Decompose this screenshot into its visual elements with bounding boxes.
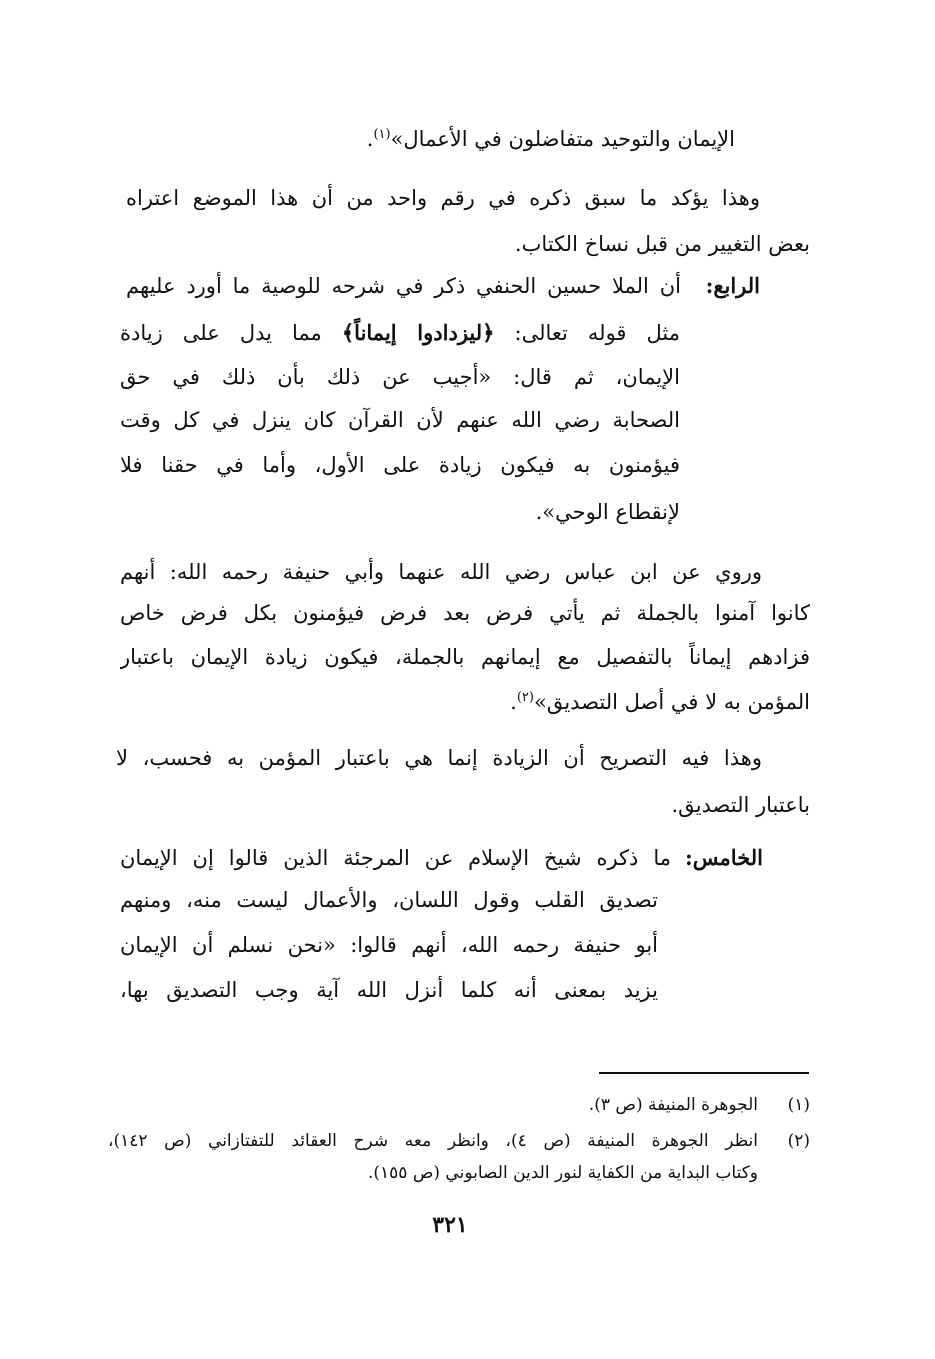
paragraph-6-line-3: أبو حنيفة رحمه الله، أنهم قالوا: «نحن نسلم أن الإيمان (120, 933, 658, 957)
paragraph-3-line-5: فيؤمنون به فيكون زيادة على الأول، وأما في حقنا فلا (120, 453, 680, 477)
paragraph-4-line-4 (420, 687, 810, 719)
paragraph-6-line-1: ما ذكره شيخ الإسلام عن المرجئة الذين قالوا إن الإيمان (120, 846, 671, 870)
footnote-2-line-1: انظر الجوهرة المنيفة (ص ٤)، وانظر معه شرح العقائد للتفتازاني (ص ١٤٢)، (108, 1131, 758, 1151)
paragraph-3-line-1: أن الملا حسين الحنفي ذكر في شرحه للوصية ما أورد عليهم (126, 274, 681, 298)
paragraph-3-line-6: لإنقطاع الوحي». (535, 500, 680, 524)
page-number: ٣٢١ (432, 1212, 468, 1238)
paragraph-2-line-1: وهذا يؤكد ما سبق ذكره في رقم واحد من أن هذا الموضع اعتراه (126, 186, 760, 210)
paragraph-3-line-2-end: مما يدل على زيادة (120, 321, 322, 345)
paragraph-4-line-1: وروي عن ابن عباس رضي الله عنهما وأبي حنيفة رحمه الله: أنهم (120, 560, 762, 584)
section-label-fifth-text: الخامس: (685, 845, 763, 870)
footnote-ref-2: (٢) (516, 690, 534, 705)
paragraph-4-end: . (510, 690, 517, 714)
section-label-fourth (683, 271, 760, 303)
paragraph-6-line-4: يزيد بمعنى أنه كلما أنزل الله آية وجب التصديق بها، (120, 978, 658, 1002)
paragraph-3-line-4: الصحابة رضي الله عنهم لأن القرآن كان ينزل في كل وقت (120, 408, 680, 432)
paragraph-1-line-1 (300, 124, 735, 156)
footnote-1-number: (١) (787, 1095, 810, 1115)
paragraph-3-line-2-start: مثل قوله تعالى: (514, 321, 680, 345)
footnote-ref-1: (١) (373, 127, 391, 142)
footnote-1-text: الجوهرة المنيفة (ص ٣). (588, 1095, 758, 1115)
paragraph-4-line-2: كانوا آمنوا بالجملة ثم يأتي فرض بعد فرض فيؤمنون بكل فرض خاص (120, 601, 810, 625)
paragraph-5-line-2: باعتبار التصديق. (671, 793, 810, 817)
paragraph-1-text: الإيمان والتوحيد متفاضلون في الأعمال» (390, 127, 735, 151)
section-label-fourth-text: الرابع: (705, 273, 760, 298)
paragraph-3-line-3: الإيمان، ثم قال: «أجيب عن ذلك بأن ذلك في حق (120, 365, 680, 389)
paragraph-1-end: . (366, 127, 374, 151)
footnote-2-line-2: وكتاب البداية من الكفاية لنور الدين الصابوني (ص ١٥٥). (367, 1163, 758, 1183)
paragraph-3-line-2 (120, 318, 680, 350)
quran-quote: ﴿ليزدادوا إيماناً﴾ (341, 320, 495, 345)
section-label-fifth (673, 843, 763, 875)
paragraph-4-last-text: المؤمن به لا في أصل التصديق» (533, 690, 810, 714)
paragraph-2-line-2: بعض التغيير من قبل نساخ الكتاب. (514, 232, 810, 256)
paragraph-5-line-1: وهذا فيه التصريح أن الزيادة إنما هي باعتبار المؤمن به فحسب، لا (116, 746, 762, 770)
paragraph-4-line-3: فزادهم إيماناً بالتفصيل مع إيمانهم بالجملة، فيكون زيادة الإيمان باعتبار (120, 645, 810, 669)
footnote-separator (599, 1072, 809, 1074)
footnote-2-number: (٢) (787, 1131, 810, 1151)
paragraph-6-line-2: تصديق القلب وقول اللسان، والأعمال ليست منه، ومنهم (120, 888, 658, 912)
